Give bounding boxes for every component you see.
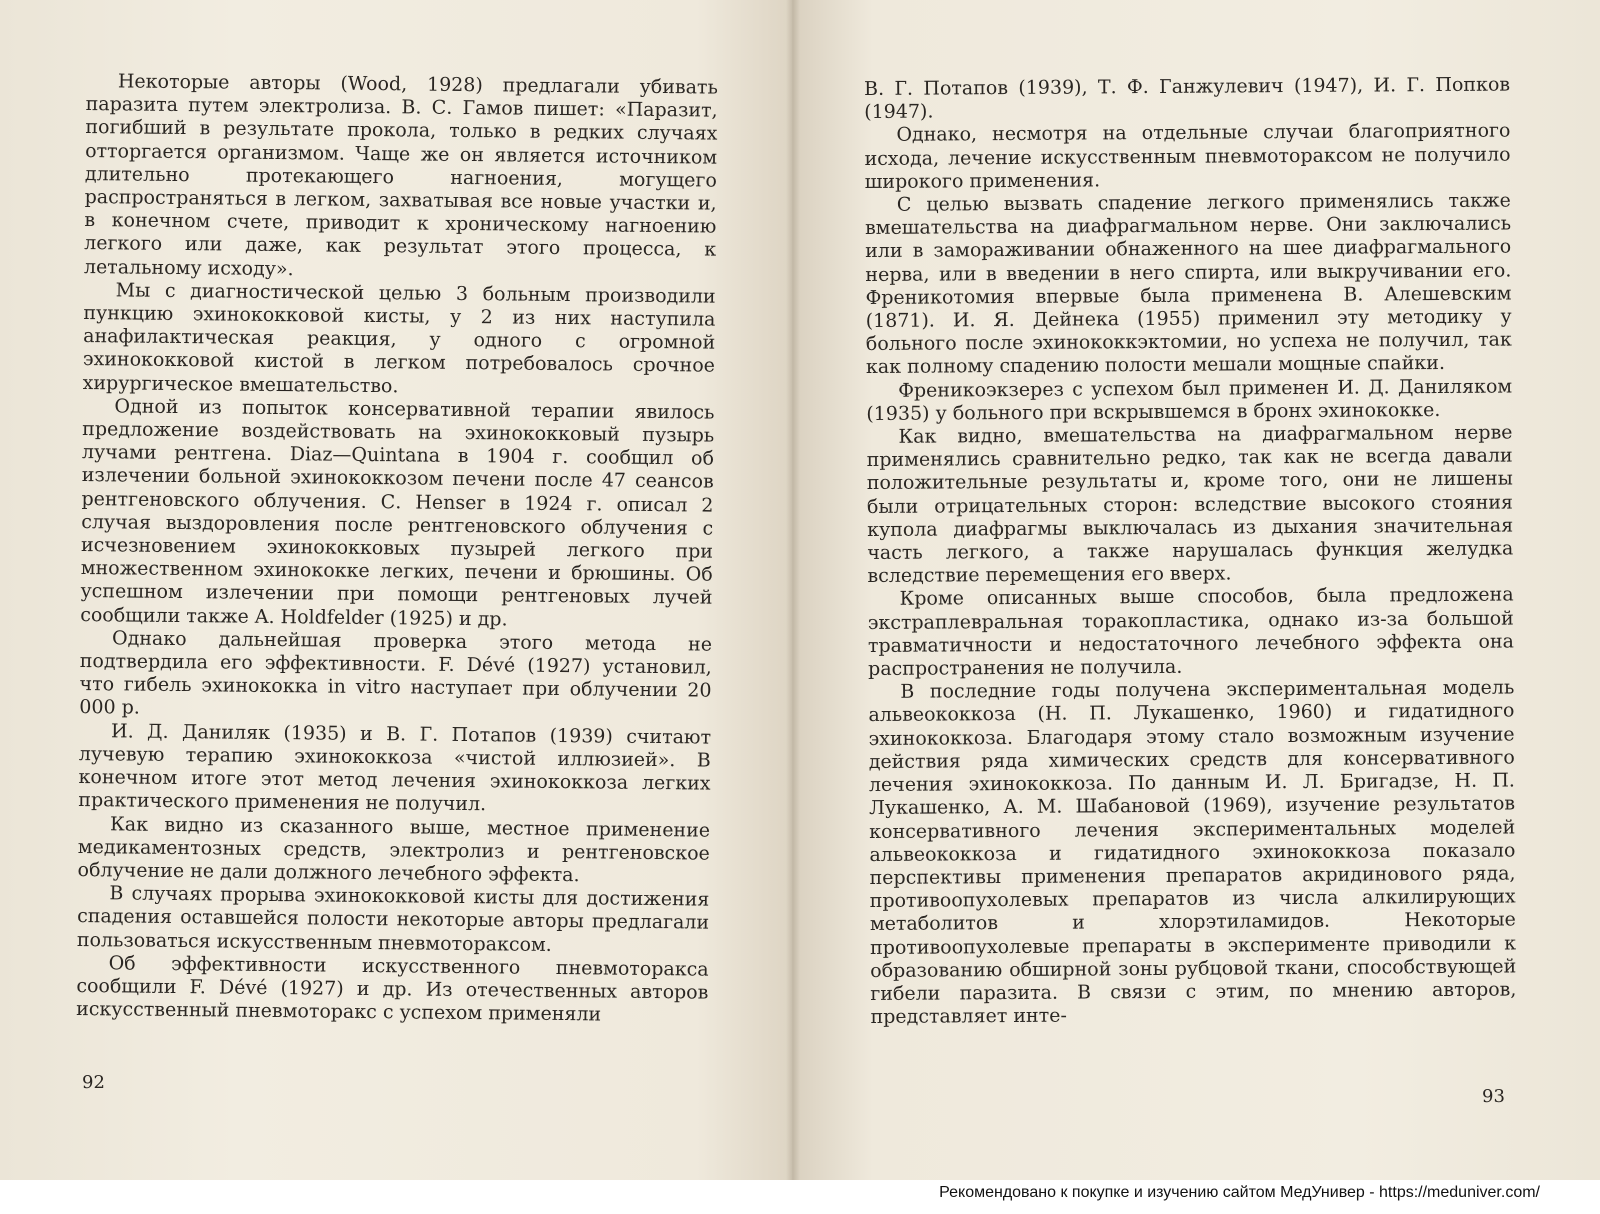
page-number: 93 xyxy=(1482,1086,1505,1107)
paragraph: Кроме описанных выше способов, была предложена экстраплевральная торакопластика, однако из-за большой травматичности и недостаточного лечебного эффекта она распространения не получила. xyxy=(867,583,1515,681)
paragraph: В последние годы получена экспериментальная модель альвеококкоза (Н. П. Лукашенко, 1960) и гидатидного эхинококкоза. Благодаря этому стало возможным изучение действия ряда химических средств для консервативного лечения эхинококкоза. По данным И. Л. Бригадзе, Н. П. Лукашенко, А. М. Шабановой (1969), изучение результатов консервативного лечения экспериментальных моделей альвеококкоза и гидатидного эхинококкоза показало перспективы применения препаратов акридинового ряда, противоопухолевых препаратов из числа алкилирующих метаболитов и хлорэтиламидов. Некоторые противоопухолевые препараты в эксперименте приводили к образованию обширной зоны рубцовой ткани, способствующей гибели паразита. В связи с этим, по мнению авторов, представляет инте- xyxy=(868,676,1517,1029)
paragraph: Одной из попыток консервативной терапии явилось предложение воздействовать на эхинококковый пузырь лучами рентгена. Diaz—Quintana в 1904 г. сообщил об излечении больной эхинококкозом печени после 47 сеансов рентгеновского облучения. С. Henser в 1924 г. описал 2 случая выздоровления после рентгеновского облучения с исчезновением эхинококковых пузырей легкого при множественном эхинококке легких, печени и брюшины. Об успешном излечении при помощи рентгеновых лучей сообщили также A. Holdfelder (1925) и др. xyxy=(80,395,715,631)
page-number: 92 xyxy=(82,1072,105,1093)
paragraph: Однако дальнейшая проверка этого метода не подтвердила его эффективности. F. Dévé (1927) установил, что гибель эхинококка in vitro наступает при облучении 20 000 р. xyxy=(79,627,713,720)
book-gutter xyxy=(786,0,800,1180)
paragraph: И. Д. Даниляк (1935) и В. Г. Потапов (1939) считают лучевую терапию эхинококкоза «чистой иллюзией». В конечном итоге этот метод лечения эхинококкоза легких практического применения не получил. xyxy=(78,719,712,816)
footer-recommendation: Рекомендовано к покупке и изучению сайтом МедУнивер - https://meduniver.com/ xyxy=(939,1184,1540,1201)
paragraph: В. Г. Потапов (1939), Т. Ф. Ганжулевич (1947), И. Г. Попков (1947). xyxy=(864,73,1511,124)
left-page-text xyxy=(76,70,718,1028)
paragraph: В случаях прорыва эхинококковой кисты для достижения спадения оставшейся полости некоторые авторы предлагали пользоваться искусственным пневмотораксом. xyxy=(76,882,710,956)
left-page xyxy=(0,0,792,1180)
paragraph: Как видно из сказанного выше, местное применение медикаментозных средств, электролиз и рентгеновское облучение не дали должного лечебного эффекта. xyxy=(77,812,711,887)
paragraph: С целью вызвать спадение легкого применялись также вмешательства на диафрагмальном нерве. Они заключались или в замораживании обнаженного на шее диафрагмального нерва, или в введении в него спирта, или выкручивании его. Френикотомия впервые была применена В. Алешевским (1871). И. Я. Дейнека (1955) применил эту методику у больного после эхинококкэктомии, но успеха не получил, так как полному спадению полости мешали мощные спайки. xyxy=(864,189,1512,379)
paragraph: Френикоэкзерез с успехом был применен И. Д. Даниляком (1935) у больного при вскрывшемся в бронх эхинококке. xyxy=(866,375,1513,425)
paragraph: Некоторые авторы (Wood, 1928) предлагали убивать паразита путем электролиза. В. С. Гамов пишет: «Паразит, погибший в результате прокола, только в редких случаях отторгается организмом. Чаще же он является источником длительно протекающего нагноения, могущего распространяться в легком, захватывая все новые участки и, в конечном счете, приводит к хроническому нагноению легкого или даже, как результат этого процесса, к летальному исходу». xyxy=(83,70,718,280)
paragraph: Мы с диагностической целью 3 больным производили пункцию эхинококковой кисты, у 2 из них наступила анафилактическая реакция, у одного с огромной эхинококковой кистой в легком потребовалось срочное хирургическое вмешательство. xyxy=(82,279,716,397)
paragraph: Об эффективности искусственного пневмоторакса сообщили F. Dévé (1927) и др. Из отечественных авторов искусственный пневмоторакс с успехом применяли xyxy=(76,952,709,1026)
paragraph: Как видно, вмешательства на диафрагмальном нерве применялись сравнительно редко, так как не всегда давали положительные результаты и, кроме того, они не лишены были отрицательных сторон: вследствие высокого стояния купола диафрагмы выключалась из дыхания значительная часть легкого, а также нарушалась функция желудка вследствие перемещения его вверх. xyxy=(866,421,1514,588)
right-page xyxy=(792,0,1600,1180)
right-page-text xyxy=(864,73,1517,1029)
paragraph: Однако, несмотря на отдельные случаи благоприятного исхода, лечение искусственным пневмотораксом не получило широкого применения. xyxy=(864,119,1511,193)
